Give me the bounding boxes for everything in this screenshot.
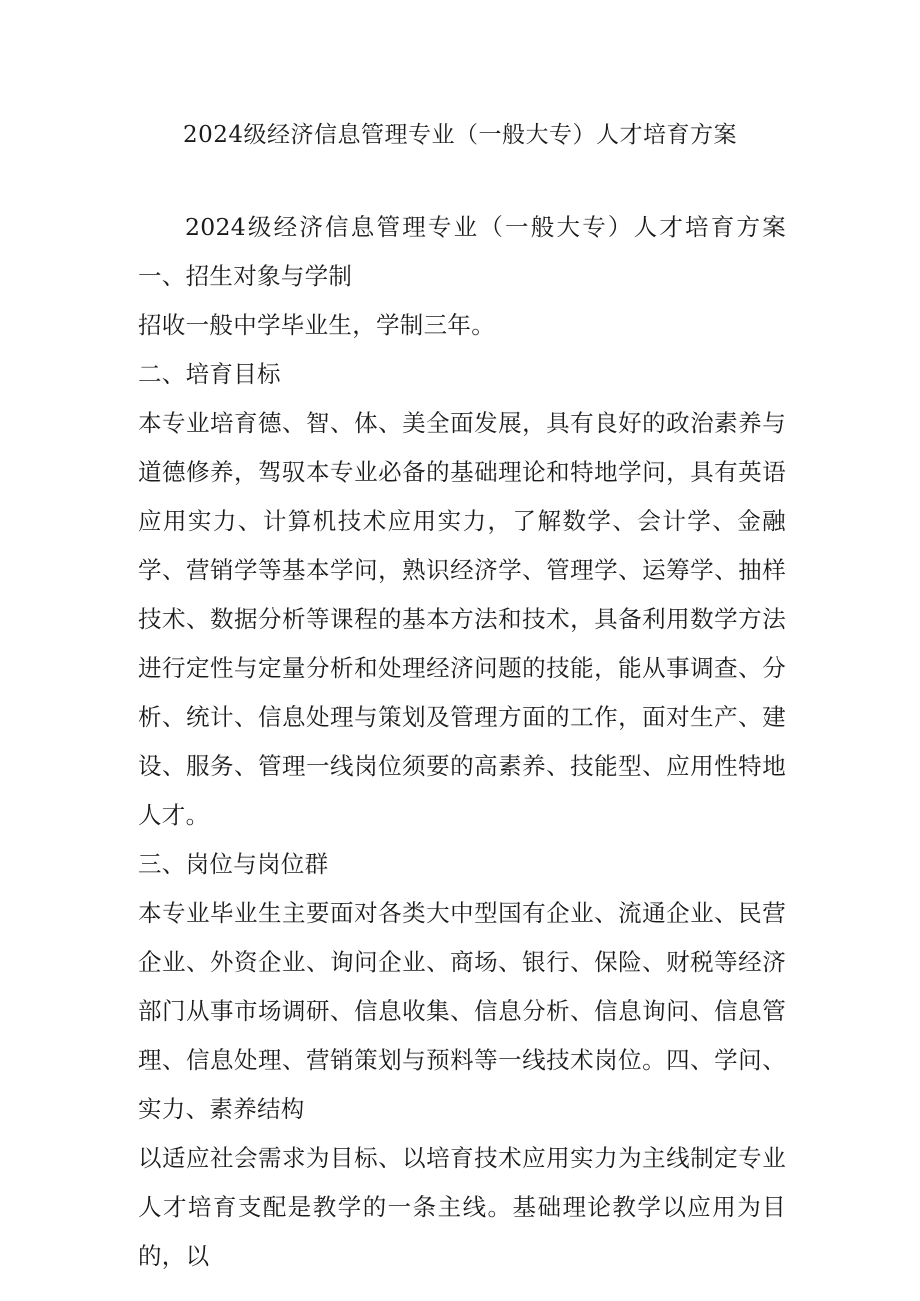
paragraph-structure: 以适应社会需求为目标、以培育技术应用实力为主线制定专业人才培育支配是教学的一条主线。基础理论教学以应用为目的，以 xyxy=(138,1144,786,1270)
document-title: 2024级经济信息管理专业（一般大专）人才培育方案 xyxy=(182,122,738,148)
paragraph-positions: 本专业毕业生主要面对各类大中型国有企业、流通企业、民营企业、外资企业、询问企业、商场、银行、保险、财税等经济部门从事市场调研、信息收集、信息分析、信息询问、信息管理、信息处理、营销策划与预料等一线技术岗位。四、学问、实力、素养结构 xyxy=(138,899,786,1123)
section-heading-training-goals: 二、培育目标 xyxy=(138,360,281,388)
paragraph-training-goals: 本专业培育德、智、体、美全面发展，具有良好的政治素养与道德修养，驾驭本专业必备的基础理论和特地学问，具有英语应用实力、计算机技术应用实力，了解数学、会计学、金融学、营销学等基本学问，熟识经济学、管理学、运筹学、抽样技术、数据分析等课程的基本方法和技术，具备利用数学方法进行定性与定量分析和处理经济问题的技能，能从事调查、分析、统计、信息处理与策划及管理方面的工作，面对生产、建设、服务、管理一线岗位须要的高素养、技能型、应用性特地人才。 xyxy=(138,409,786,829)
paragraph-intro-heading: 2024级经济信息管理专业（一般大专）人才培育方案一、招生对象与学制 xyxy=(138,213,786,290)
paragraph-enrollment: 招收一般中学毕业生，学制三年。 xyxy=(138,311,495,339)
section-heading-positions: 三、岗位与岗位群 xyxy=(138,850,329,878)
document-body xyxy=(138,203,786,1281)
